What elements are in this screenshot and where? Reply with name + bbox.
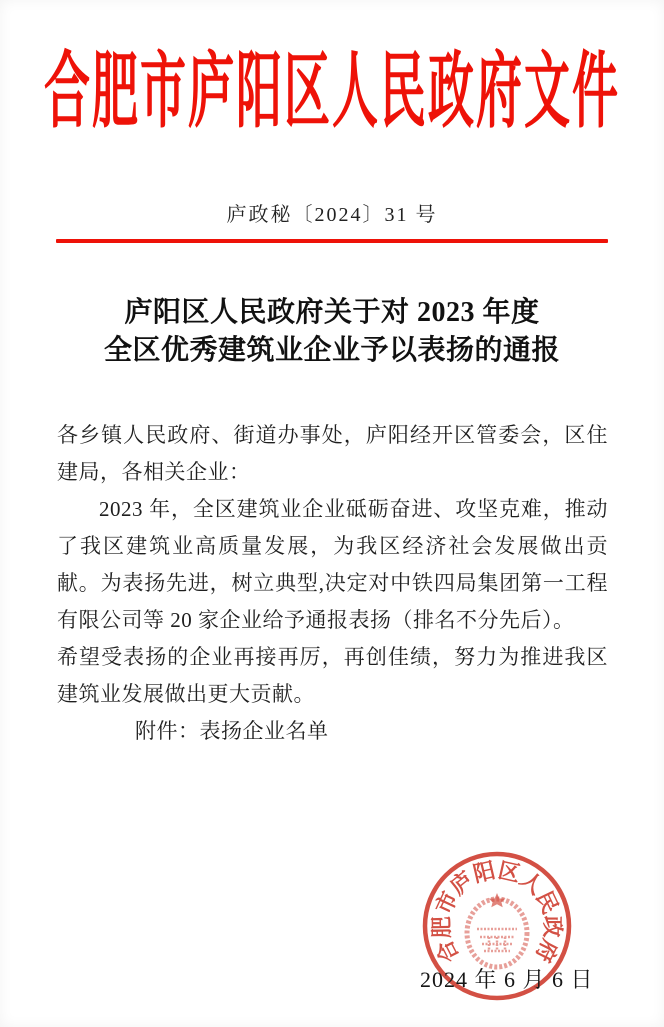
document-number: 庐政秘〔2024〕31 号 [226,204,438,226]
seal-text: 合肥市庐阳区人民政府 [428,857,566,967]
document-body [57,417,608,750]
red-divider-line [56,239,608,243]
body-paragraph-1: 2023 年，全区建筑业企业砥砺奋进、攻坚克难，推动了我区建筑业高质量发展，为我区经济社会发展做出贡献。为表扬先进，树立典型,决定对中铁四局集团第一工程有限公司等 20 家企业给予通报表扬（排名不分先后）。 [57,497,608,632]
national-emblem-icon [467,893,527,967]
emblem-gate [477,929,517,951]
document-date: 2024 年 6 月 6 日 [420,967,594,992]
document-title-line1: 庐阳区人民政府关于对 2023 年度 [124,297,540,328]
red-header-title: 合肥市庐阳区人民政府文件 [44,45,620,138]
document-title-line2: 全区优秀建筑业企业予以表扬的通报 [103,335,560,366]
document-title [0,294,664,370]
salutation-line: 各乡镇人民政府、街道办事处，庐阳经开区管委会，区住建局，各相关企业： [57,423,608,484]
body-paragraph-2: 希望受表扬的企业再接再厉，再创佳绩，努力为推进我区建筑业发展做出更大贡献。 [57,645,608,706]
emblem-wreath [467,899,527,967]
attachment-note: 附件：表扬企业名单 [135,719,329,743]
